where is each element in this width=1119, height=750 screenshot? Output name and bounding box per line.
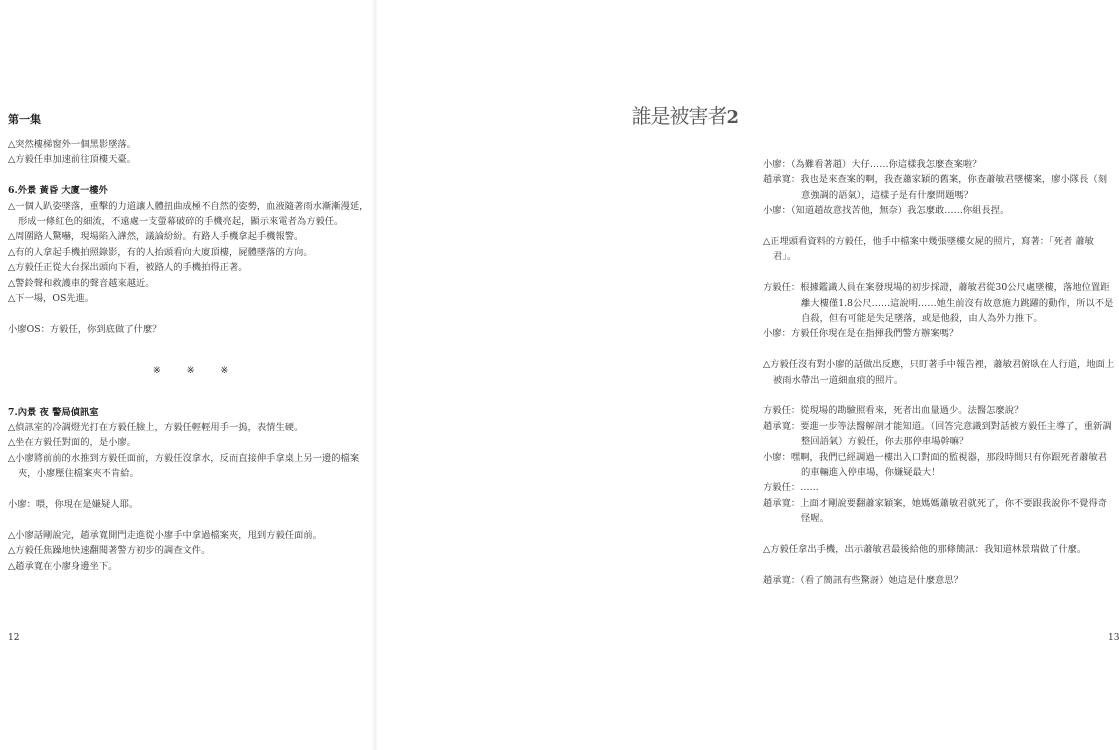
paragraph-gap (8, 306, 373, 321)
dialogue-line: 小廖：方毅任你現在是在指揮我們警方辦案嗎？ (763, 328, 959, 340)
page-number-left: 12 (8, 633, 20, 643)
action-line: △坐在方毅任對面的，是小廖。 (8, 437, 137, 449)
dialogue-line: 趙承寬：我也是來查案的啊，我查蕭家穎的舊案，你查蕭敏君墜樓案，廖小隊長（刻意強調的語氣），這樣子是有什麼問題嗎？ (763, 174, 1107, 201)
action-line: △正埋頭看資料的方毅任，他手中檔案中幾張墜樓女屍的照片，寫著：「死者 蕭敏君」。 (763, 236, 1094, 263)
action-line: △突然樓梯窗外一個黑影墜落。 (8, 139, 137, 150)
section-break-mark: ※※※ (152, 365, 255, 377)
action-line: △趙承寬在小廖身邊坐下。 (8, 560, 118, 572)
plain-line: 小廖OS：方毅任，你到底做了什麼？ (8, 323, 162, 335)
paragraph-gap (8, 512, 373, 527)
action-line: △一個人趴姿墜落，重擊的力道讓人體扭曲成極不自然的姿勢，血液隨著雨水漸漸漫延，形成一條紅色的細流，不遠處一支螢幕破碎的手機亮起，顯示來電者為方毅任。 (8, 200, 369, 228)
action-line: △方毅任車加速前往頂樓天臺。 (8, 154, 137, 166)
section-gap (8, 379, 373, 405)
dialogue-line: 趙承寬：上面才剛說要翻蕭家穎案，她媽媽蕭敏君就死了，你不要跟我說你不覺得奇怪喔。 (763, 497, 1107, 525)
action-line: △周圍路人驚嚇，現場陷入譁然，議論紛紛。有路人手機拿起手機報警。 (8, 231, 304, 243)
paragraph-gap (763, 219, 1115, 234)
action-line: △下一場，OS先進。 (8, 293, 95, 305)
dialogue-line: 方毅任：從現場的勘驗照看來，死者出血量過少。法醫怎麼說？ (763, 405, 1024, 417)
action-line: △方毅任拿出手機，出示蕭敏君最後給他的那條簡訊：我知道林景瑞做了什麼。 (763, 544, 1087, 556)
running-head-episode: 第一集 (8, 113, 41, 126)
paragraph-gap (8, 482, 373, 497)
action-line: △偵訊室的冷調燈光打在方毅任臉上，方毅任輕輕用手一摀，表情生硬。 (8, 422, 304, 434)
dialogue-line: 趙承寬：（看了簡訊有些驚訝）她這是什麼意思？ (763, 574, 963, 586)
action-line: △警鈴聲和救護車的聲音越來越近。 (8, 277, 155, 289)
right-page (375, 0, 1119, 750)
action-line: △小廖將前前的水推到方毅任面前，方毅任沒拿水，反而直接伸手拿桌上另一邊的檔案夾，小廖壓住檔案夾不肯給。 (8, 452, 360, 480)
scene-heading: 7.內景 夜 警局偵訊室 (8, 406, 99, 418)
action-line: △有的人拿起手機拍照錄影，有的人抬頭看向大廈頂樓，屍體墜落的方向。 (8, 246, 313, 258)
action-line: △方毅任焦躁地快速翻閱著警方初步的調查文件。 (8, 545, 211, 557)
paragraph-gap (763, 265, 1115, 280)
paragraph-gap (8, 168, 373, 183)
running-head-series-number: 2 (726, 107, 738, 128)
running-head-title (631, 100, 738, 129)
dialogue-line: 方毅任：…… (763, 482, 819, 494)
dialogue-line: 趙承寬：要進一步等法醫解剖才能知道。（回答完意識到對話被方毅任主導了，重新調整回語氣）方毅任，你去那停車場幹嘛？ (763, 420, 1112, 448)
action-line: △方毅任正從大台探出頭向下看，被路人的手機拍得正著。 (8, 262, 248, 274)
page-number-right: 13 (1108, 633, 1119, 643)
dialogue-line: 小廖：嘿啊，我們已經調過一樓出入口對面的監視器，那段時間只有你跟死者蕭敏君的車輛進入停車場，你嫌疑最大！ (763, 451, 1107, 479)
scene-heading: 6.外景 黃昏 大廈一樓外 (8, 185, 108, 197)
plain-line: 小廖：喂，你現在是嫌疑人耶。 (8, 499, 139, 511)
dialogue-line: 方毅任：根據鑑識人員在案發現場的初步採證，蕭敏君從30公尺處墜樓，落地位置距離大樓僅1.8公尺……這說明……她生前沒有故意施力跳躍的動作，所以不是自殺，但有可能是失足墜落，或是他殺，由人為外力推下。 (763, 282, 1114, 325)
paragraph-gap (763, 557, 1115, 572)
paragraph-gap (763, 388, 1115, 403)
dialogue-line: 小廖：（為難看著趙）大仔……你這樣我怎麼查案啦？ (763, 159, 982, 170)
paragraph-gap (763, 527, 1115, 542)
right-page-body (763, 157, 1115, 588)
left-page-body (8, 137, 373, 574)
action-line: △小廖話剛說完，趙承寬開門走進從小廖手中拿過檔案夾，甩到方毅任面前。 (8, 529, 322, 541)
action-line: △方毅任沒有對小廖的話做出反應，只盯著手中報告裡，蕭敏君俯臥在人行道，地面上被雨水帶出一道細血痕的照片。 (763, 359, 1115, 386)
left-page (0, 0, 375, 750)
dialogue-line: 小廖：（知道趙故意找苦他，無奈）我怎麼敢……你組長捏。 (763, 205, 1010, 217)
paragraph-gap (763, 342, 1115, 357)
running-head-title-text: 誰是被害者 (631, 104, 727, 128)
section-gap (8, 337, 373, 363)
